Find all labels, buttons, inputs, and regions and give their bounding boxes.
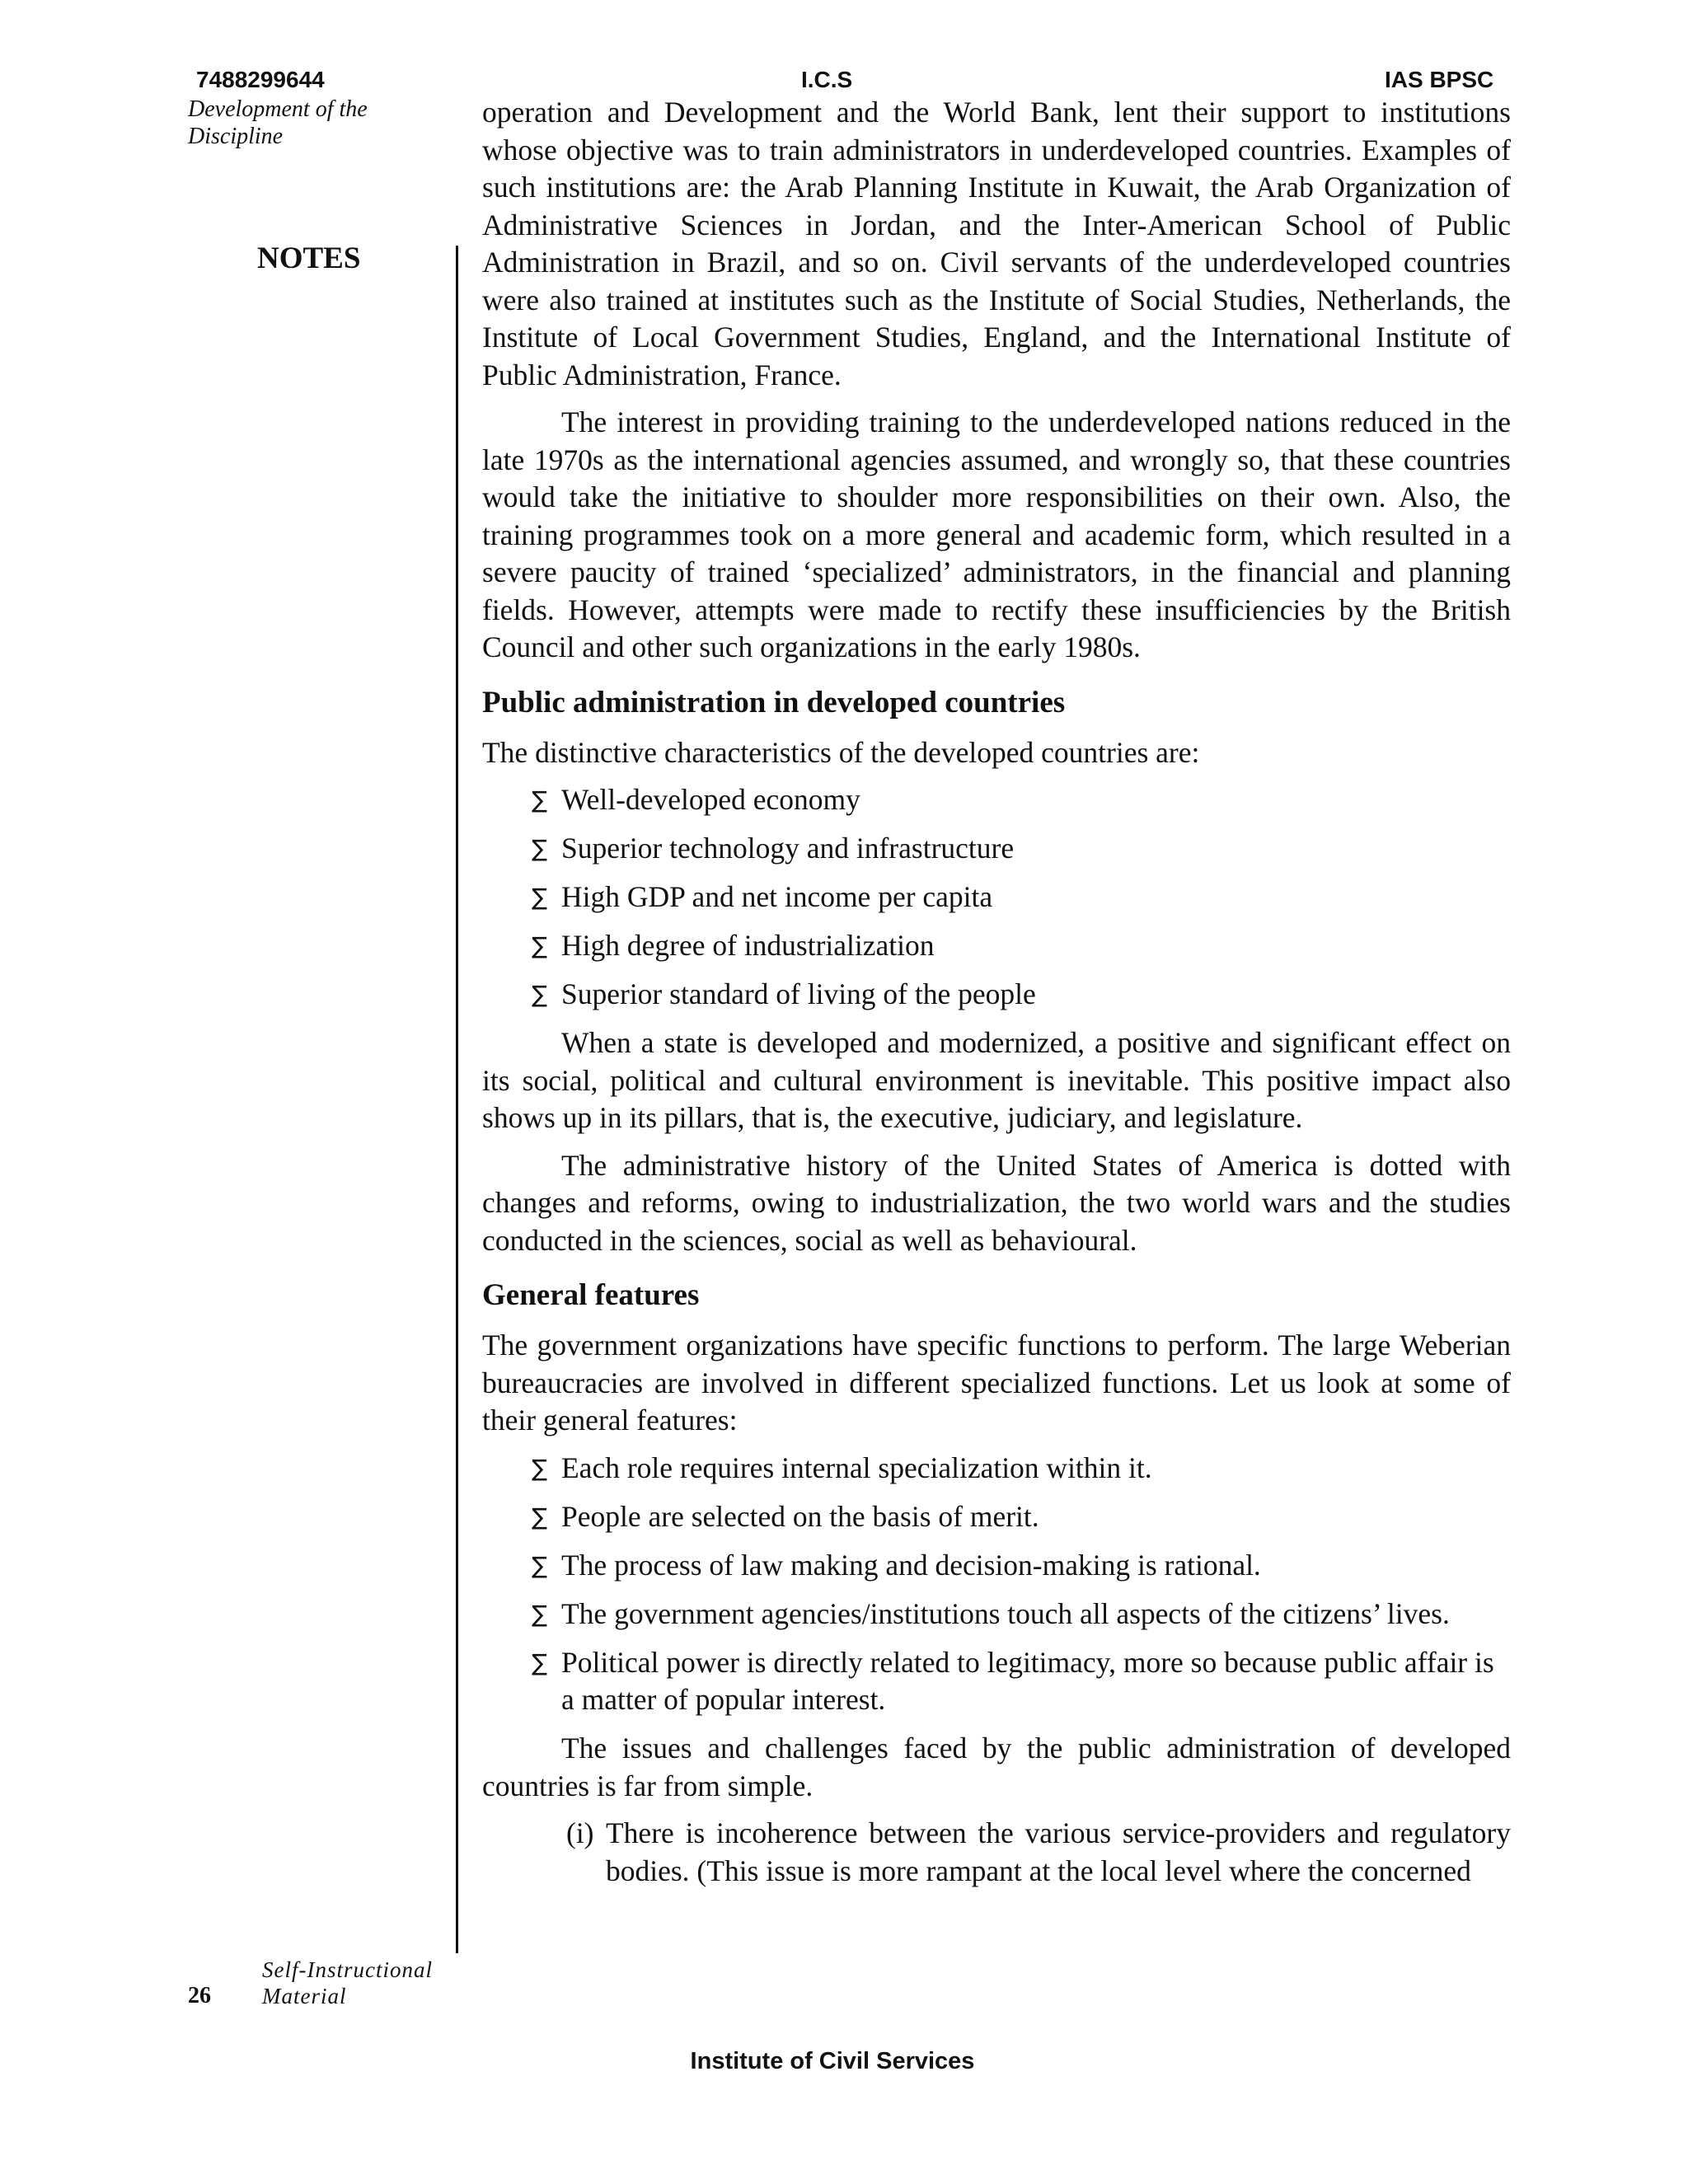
list-item (482, 1815, 1511, 1890)
roman-numeral-marker: (i) (566, 1816, 594, 1849)
paragraph-3: When a state is developed and modernized, a positive and significant effect on its social, political and cultural environment is inevitable. This positive impact also shows up in its pillars, that is, the executive, judiciary, and legislature. (482, 1026, 1511, 1134)
page-number: 26 (188, 1983, 211, 2008)
list-item-text: There is incoherence between the various service-providers and regulatory bodies. (This issue is more rampant at the local level where the concerned (606, 1816, 1511, 1887)
notes-label: NOTES (257, 241, 361, 275)
list-item-text: The government agencies/institutions touch all aspects of the citizens’ lives. (561, 1596, 1450, 1630)
bullet-icon: ∑ (532, 1551, 547, 1579)
issues-list (482, 1815, 1511, 1890)
bullet-icon: ∑ (532, 981, 547, 1008)
paragraph-4: The administrative history of the United States of America is dotted with changes and reforms, owing to industrialization, the two world wars and the studies conducted in the sciences, social as well as behavioural. (482, 1148, 1511, 1257)
list-item (482, 830, 1511, 868)
characteristics-list (482, 781, 1511, 1014)
body-text (482, 94, 1511, 1890)
list-item (482, 927, 1511, 965)
margin-section-title (188, 96, 419, 150)
margin-footer-line2: Material (262, 1984, 347, 2008)
bullet-icon: ∑ (532, 1648, 547, 1676)
section-heading-developed-countries: Public administration in developed countries (482, 685, 1066, 719)
list-item (482, 781, 1511, 819)
bullet-icon: ∑ (532, 1502, 547, 1530)
paragraph-2: The interest in providing training to the underdeveloped nations reduced in the late 1970s as the international agencies assumed, and wrongly so, that these countries would take the initiative to shoulder more responsibilities on their own. Also, the training programmes took on a more general and academic form, which resulted in a severe paucity of trained ‘specialized’ administrators, in the financial and planning fields. However, attempts were made to rectify these insufficiencies by the British Council and other such organizations in the early 1980s. (482, 405, 1511, 663)
features-list (482, 1450, 1511, 1719)
header-center-title: I.C.S (801, 67, 853, 92)
list-item-text: People are selected on the basis of merit. (561, 1499, 1039, 1533)
margin-section-line2: Discipline (188, 124, 284, 149)
list-item (482, 1450, 1511, 1488)
bullet-icon: ∑ (532, 932, 547, 959)
list-item-text: Each role requires internal specialization within it. (561, 1451, 1152, 1484)
bullet-icon: ∑ (532, 883, 547, 911)
list-item-text: The process of law making and decision-making is rational. (561, 1548, 1261, 1582)
paragraph-1: operation and Development and the World Bank, lent their support to institutions whose objective was to train administrators in underdeveloped countries. Examples of such institutions are: the Arab Planning Institute in Kuwait, the Arab Organization of Administrative Sciences in Jordan, and the Inter-American School of Public Administration in Brazil, and so on. Civil servants of the underdeveloped countries were also trained at institutes such as the Institute of Social Studies, Netherlands, the Institute of Local Government Studies, England, and the International Institute of Public Administration, France. (482, 96, 1511, 391)
list-item (482, 1644, 1511, 1719)
bullet-icon: ∑ (532, 1600, 547, 1628)
list-item (482, 1498, 1511, 1536)
bullet-icon: ∑ (532, 786, 547, 813)
margin-section-line1: Development of the (188, 96, 368, 122)
header-phone: 7488299644 (196, 67, 325, 92)
paragraph-6: The issues and challenges faced by the public administration of developed countries is far from simple. (482, 1732, 1511, 1802)
list-intro-1: The distinctive characteristics of the developed countries are: (482, 735, 1200, 769)
list-item (482, 1547, 1511, 1585)
list-item-text: Political power is directly related to legitimacy, more so because public affair is a matter of popular interest. (561, 1645, 1494, 1716)
bullet-icon: ∑ (532, 1454, 547, 1482)
header-right-title: IAS BPSC (1385, 67, 1494, 92)
list-item (482, 1596, 1511, 1633)
list-item-text: High GDP and net income per capita (561, 880, 993, 913)
list-item (482, 879, 1511, 916)
paragraph-5: The government organizations have specific functions to perform. The large Weberian bureaucracies are involved in different specialized functions. Let us look at some of their general features: (482, 1329, 1511, 1436)
list-item-text: High degree of industrialization (561, 929, 935, 962)
list-item-text: Well-developed economy (561, 783, 860, 816)
section-heading-general-features: General features (482, 1278, 700, 1312)
bullet-icon: ∑ (532, 835, 547, 862)
list-item-text: Superior standard of living of the people (561, 977, 1036, 1010)
list-item (482, 976, 1511, 1014)
margin-divider (456, 246, 458, 1953)
list-item-text: Superior technology and infrastructure (561, 832, 1015, 865)
margin-footer-label (262, 1957, 433, 2009)
margin-footer-line1: Self-Instructional (262, 1957, 433, 1982)
footer-institute-name: Institute of Civil Services (690, 2048, 975, 2074)
